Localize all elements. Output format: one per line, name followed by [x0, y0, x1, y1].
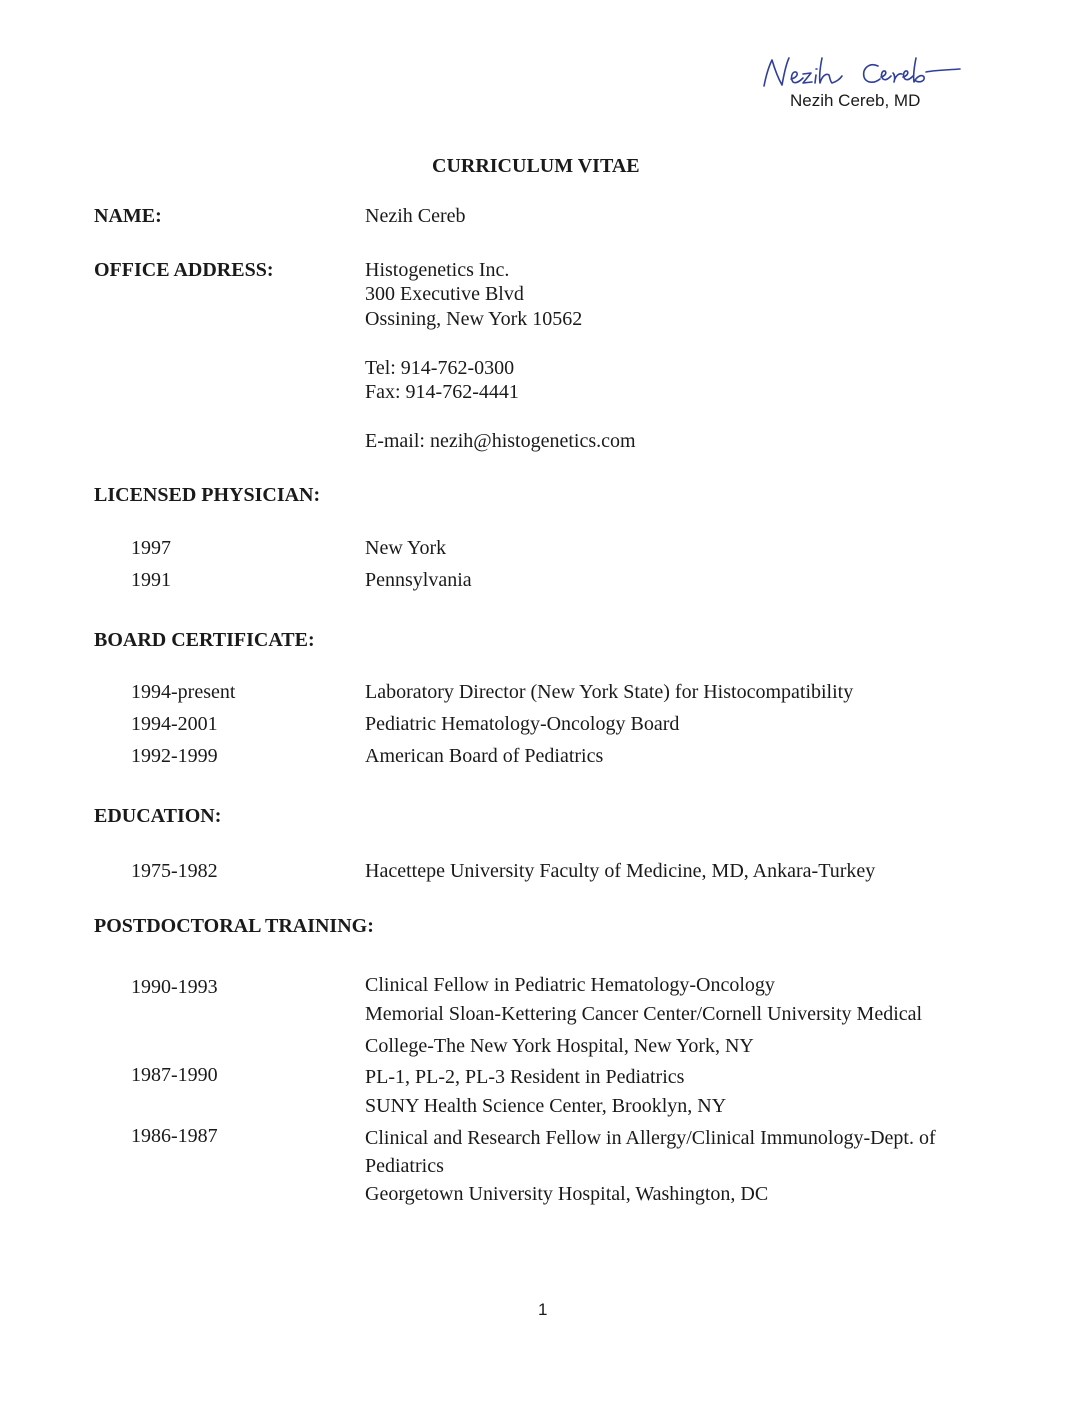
board-year: 1994-2001 — [131, 713, 218, 735]
address-line: Ossining, New York 10562 — [365, 308, 583, 330]
training-year: 1990-1993 — [131, 976, 218, 998]
fax: Fax: 914-762-4441 — [365, 381, 519, 403]
board-title: Pediatric Hematology-Oncology Board — [365, 713, 680, 735]
licensed-physician-label: LICENSED PHYSICIAN: — [94, 484, 321, 506]
board-year: 1992-1999 — [131, 745, 218, 767]
postdoctoral-training-label: POSTDOCTORAL TRAINING: — [94, 915, 374, 937]
training-line: Clinical and Research Fellow in Allergy/Clinical Immunology-Dept. of — [365, 1127, 936, 1149]
office-address-label: OFFICE ADDRESS: — [94, 259, 274, 281]
training-year: 1987-1990 — [131, 1064, 218, 1086]
education-text: Hacettepe University Faculty of Medicine, MD, Ankara-Turkey — [365, 860, 876, 882]
training-year: 1986-1987 — [131, 1125, 218, 1147]
license-state: New York — [365, 537, 447, 559]
training-line: SUNY Health Science Center, Brooklyn, NY — [365, 1095, 727, 1117]
board-title: American Board of Pediatrics — [365, 745, 604, 767]
name-value: Nezih Cereb — [365, 205, 466, 227]
page-number: 1 — [538, 1300, 548, 1319]
board-certificate-label: BOARD CERTIFICATE: — [94, 629, 315, 651]
license-year: 1997 — [131, 537, 171, 559]
signature-name: Nezih Cereb, MD — [790, 91, 921, 110]
license-state: Pennsylvania — [365, 569, 472, 591]
training-line: Clinical Fellow in Pediatric Hematology-Oncology — [365, 974, 775, 996]
training-line: Memorial Sloan-Kettering Cancer Center/Cornell University Medical — [365, 1003, 923, 1025]
license-year: 1991 — [131, 569, 171, 591]
training-line: College-The New York Hospital, New York, NY — [365, 1035, 754, 1057]
email: E-mail: nezih@histogenetics.com — [365, 430, 636, 452]
handwritten-signature — [756, 52, 966, 94]
board-year: 1994-present — [131, 681, 236, 703]
address-line: Histogenetics Inc. — [365, 259, 510, 281]
training-line: PL-1, PL-2, PL-3 Resident in Pediatrics — [365, 1066, 685, 1088]
page-title: CURRICULUM VITAE — [432, 155, 640, 177]
name-label: NAME: — [94, 205, 162, 227]
education-label: EDUCATION: — [94, 805, 222, 827]
training-line: Pediatrics — [365, 1155, 444, 1177]
address-line: 300 Executive Blvd — [365, 283, 524, 305]
education-year: 1975-1982 — [131, 860, 218, 882]
board-title: Laboratory Director (New York State) for Histocompatibility — [365, 681, 854, 703]
telephone: Tel: 914-762-0300 — [365, 357, 515, 379]
training-line: Georgetown University Hospital, Washington, DC — [365, 1183, 769, 1205]
